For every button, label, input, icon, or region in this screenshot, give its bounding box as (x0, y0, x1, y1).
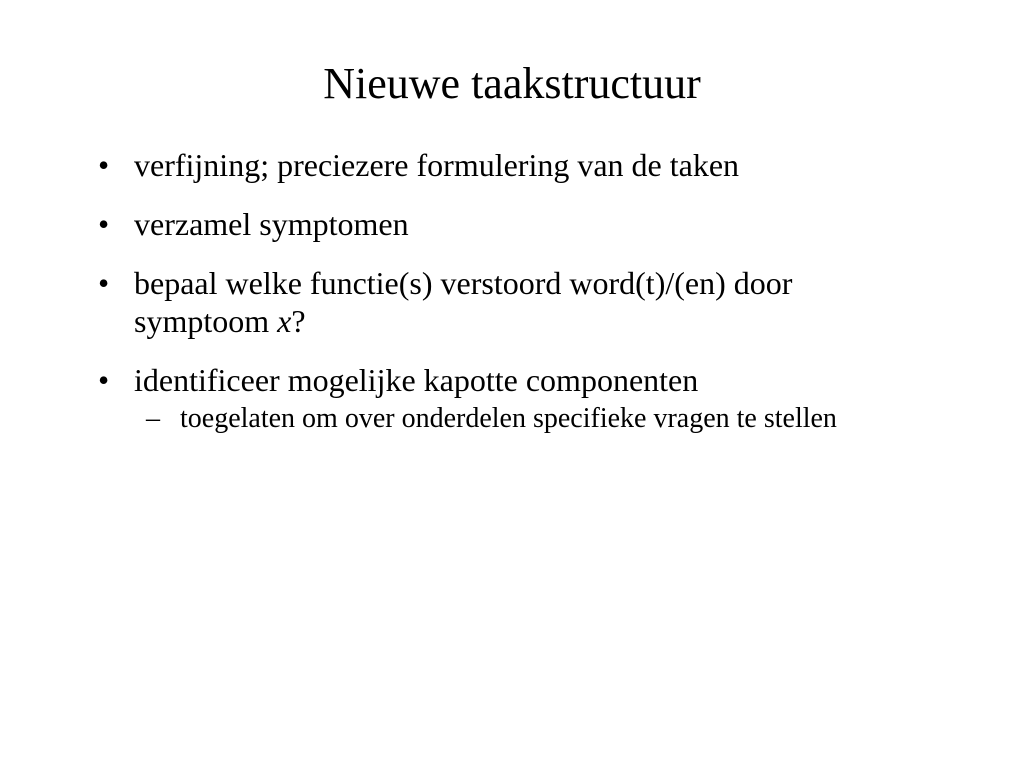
bullet-marker: • (98, 362, 110, 398)
bullet-list (96, 146, 916, 457)
bullet-item (96, 146, 916, 184)
bullet-text: identificeer mogelijke kapotte componenten (134, 362, 699, 398)
bullet-variable: x (277, 303, 292, 339)
bullet-marker: • (98, 206, 110, 242)
bullet-marker: • (98, 265, 110, 301)
sub-bullet-list (142, 402, 916, 436)
sub-bullet-marker: – (146, 403, 160, 434)
sub-bullet-item (142, 402, 890, 436)
slide-title: Nieuwe taakstructuur (323, 59, 701, 108)
bullet-text: verfijning; preciezere formulering van de taken (134, 147, 740, 183)
bullet-marker: • (98, 147, 110, 183)
sub-bullet-text: toegelaten om over onderdelen specifieke vragen te stellen (180, 403, 837, 434)
bullet-text: bepaal welke functie(s) verstoord word(t)/(en) door symptoom (134, 265, 793, 339)
bullet-item (96, 205, 916, 243)
bullet-text: verzamel symptomen (134, 206, 409, 242)
bullet-item (96, 361, 916, 436)
bullet-text-suffix: ? (291, 303, 306, 339)
bullet-item (96, 264, 916, 340)
